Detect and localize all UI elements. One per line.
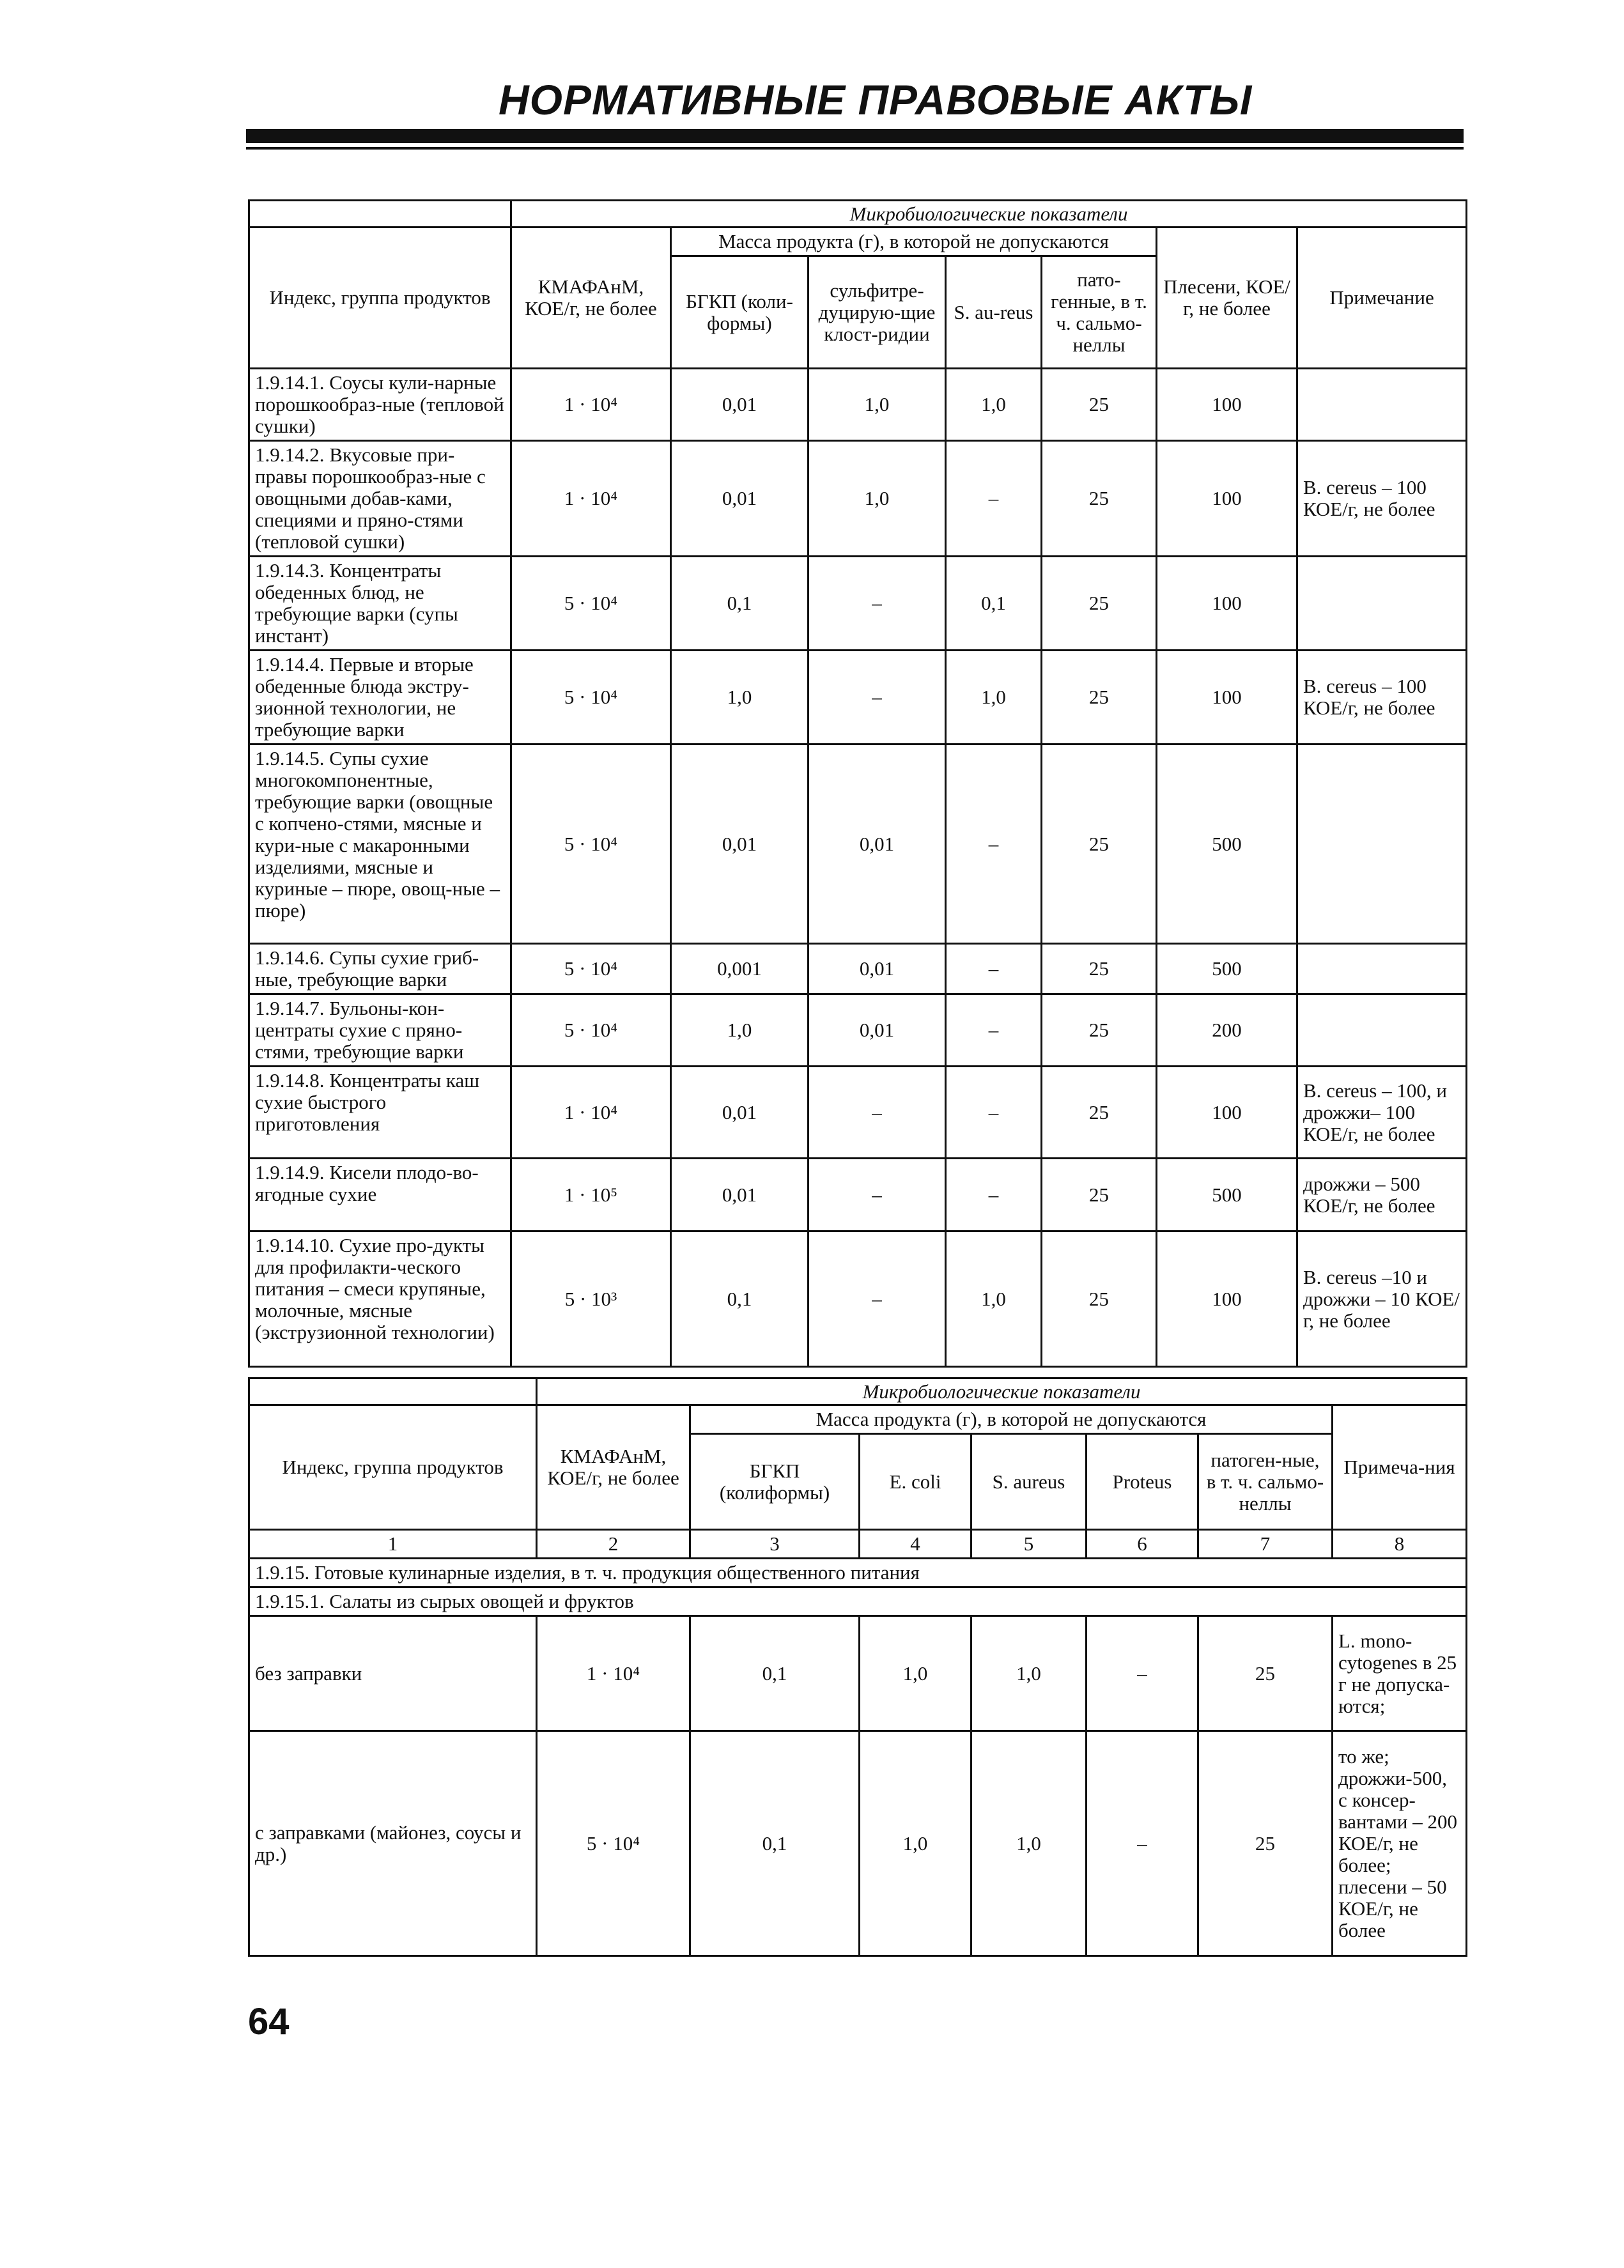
col-header-note: Примечание — [1297, 228, 1467, 369]
table-row — [249, 1616, 1467, 1731]
cell-pathogen: 25 — [1042, 1231, 1157, 1367]
cell-kmafanm: 5 · 10⁴ — [511, 744, 671, 944]
cell-note: B. cereus – 100, и дрожжи– 100 КОЕ/г, не более — [1297, 1067, 1467, 1159]
col-header-kmafanm: КМАФАнМ, КОЕ/г, не более — [511, 228, 671, 369]
cell-note: L. mono-cytogenes в 25 г не допуска-ются; — [1333, 1616, 1467, 1731]
cell-pathogen: 25 — [1042, 441, 1157, 557]
cell-index: без заправки — [249, 1616, 537, 1731]
col-header-note: Примеча-ния — [1333, 1405, 1467, 1530]
cell-bgkp: 0,1 — [671, 1231, 808, 1367]
cell-pathogen: 25 — [1042, 744, 1157, 944]
cell-pathogen: 25 — [1042, 944, 1157, 994]
cell-sulf: – — [808, 651, 946, 744]
cell-molds: 100 — [1157, 1067, 1297, 1159]
table-row — [249, 441, 1467, 557]
cell-saureus: 1,0 — [946, 1231, 1042, 1367]
table-row — [249, 1159, 1467, 1231]
cell-pathogen: 25 — [1198, 1616, 1333, 1731]
cell-ecoli: 1,0 — [860, 1616, 971, 1731]
col-header-bgkp: БГКП (коли-формы) — [671, 256, 808, 369]
col-header-pathogen: патоген-ные, в т. ч. сальмо-неллы — [1198, 1434, 1333, 1530]
cell-sulf: 1,0 — [808, 369, 946, 441]
cell-index: 1.9.14.5. Супы сухие многокомпонентные, требующие варки (овощные с копчено-стями, мясные и кури-ные с макаронными изделиями, мясные и куриные – пюре, овощ-ные – пюре) — [249, 744, 511, 944]
cell-pathogen: 25 — [1042, 369, 1157, 441]
cell-pathogen: 25 — [1042, 651, 1157, 744]
cell-pathogen: 25 — [1042, 994, 1157, 1067]
cell-sulf: 0,01 — [808, 944, 946, 994]
cell-saureus: – — [946, 994, 1042, 1067]
cell-note — [1297, 994, 1467, 1067]
header-rule — [246, 129, 1464, 143]
cell-kmafanm: 1 · 10⁴ — [511, 1067, 671, 1159]
cell-index: 1.9.14.8. Концентраты каш сухие быстрого приготовления — [249, 1067, 511, 1159]
cell-index: 1.9.14.4. Первые и вторые обеденные блюда экстру-зионной технологии, не требующие варки — [249, 651, 511, 744]
col-header-pathogen: пато-генные, в т. ч. сальмо-неллы — [1042, 256, 1157, 369]
col-header-saureus: S. au-reus — [946, 256, 1042, 369]
cell-saureus: – — [946, 1067, 1042, 1159]
cell-bgkp: 0,01 — [671, 441, 808, 557]
cell-index: с заправками (майонез, соусы и др.) — [249, 1731, 537, 1956]
cell-saureus: – — [946, 1159, 1042, 1231]
cell-proteus: – — [1087, 1616, 1198, 1731]
col-header-index: Индекс, группа продуктов — [249, 1405, 537, 1530]
col-header-molds: Плесени, КОЕ/г, не более — [1157, 228, 1297, 369]
cell-sulf: – — [808, 1067, 946, 1159]
cell-sulf: – — [808, 1231, 946, 1367]
table-row — [249, 944, 1467, 994]
cell-bgkp: 0,1 — [671, 557, 808, 651]
cell-kmafanm: 5 · 10⁴ — [511, 944, 671, 994]
cell-kmafanm: 1 · 10⁵ — [511, 1159, 671, 1231]
cell-pathogen: 25 — [1198, 1731, 1333, 1956]
page-number: 64 — [248, 2001, 290, 2042]
cell-note — [1297, 744, 1467, 944]
cell-bgkp: 1,0 — [671, 994, 808, 1067]
table-row — [249, 1067, 1467, 1159]
cell-molds: 500 — [1157, 1159, 1297, 1231]
col-header-index: Индекс, группа продуктов — [249, 228, 511, 369]
table-row — [249, 1231, 1467, 1367]
table-caption: Микробиологические показатели — [511, 201, 1467, 228]
cell-saureus: 0,1 — [946, 557, 1042, 651]
cell-molds: 500 — [1157, 944, 1297, 994]
table-row — [249, 557, 1467, 651]
col-number: 5 — [971, 1530, 1087, 1559]
cell-saureus: – — [946, 944, 1042, 994]
cell-saureus: 1,0 — [971, 1731, 1087, 1956]
cell-pathogen: 25 — [1042, 1067, 1157, 1159]
cell-saureus: – — [946, 441, 1042, 557]
cell-saureus: 1,0 — [946, 651, 1042, 744]
cell-molds: 100 — [1157, 369, 1297, 441]
col-header-saureus: S. aureus — [971, 1434, 1087, 1530]
column-number-row — [249, 1530, 1467, 1559]
table-row — [249, 994, 1467, 1067]
col-number: 3 — [690, 1530, 860, 1559]
cell-bgkp: 0,01 — [671, 1159, 808, 1231]
col-header-proteus: Proteus — [1087, 1434, 1198, 1530]
col-number: 6 — [1087, 1530, 1198, 1559]
table-caption: Микробиологические показатели — [537, 1378, 1467, 1405]
cell-molds: 500 — [1157, 744, 1297, 944]
cell-index: 1.9.14.10. Сухие про-дукты для профилакти-ческого питания – смеси крупяные, молочные, мясные (экструзионной технологии) — [249, 1231, 511, 1367]
cell-sulf: 0,01 — [808, 744, 946, 944]
subsection-heading: 1.9.15.1. Салаты из сырых овощей и фруктов — [249, 1587, 1467, 1616]
cell-sulf: – — [808, 557, 946, 651]
col-number: 8 — [1333, 1530, 1467, 1559]
cell-bgkp: 0,1 — [690, 1731, 860, 1956]
cell-kmafanm: 5 · 10⁴ — [511, 557, 671, 651]
microbiology-table-1 — [248, 199, 1467, 1368]
cell-sulf: 0,01 — [808, 994, 946, 1067]
cell-molds: 100 — [1157, 651, 1297, 744]
cell-kmafanm: 1 · 10⁴ — [537, 1616, 690, 1731]
table-row — [249, 651, 1467, 744]
col-header-mass: Масса продукта (г), в которой не допускаются — [690, 1405, 1333, 1434]
cell-note: дрожжи – 500 КОЕ/г, не более — [1297, 1159, 1467, 1231]
cell-bgkp: 0,001 — [671, 944, 808, 994]
col-number: 4 — [860, 1530, 971, 1559]
cell-kmafanm: 5 · 10⁴ — [537, 1731, 690, 1956]
table-row — [249, 369, 1467, 441]
cell-bgkp: 1,0 — [671, 651, 808, 744]
cell-kmafanm: 1 · 10⁴ — [511, 441, 671, 557]
cell-index: 1.9.14.9. Кисели плодо-во-ягодные сухие — [249, 1159, 511, 1231]
cell-pathogen: 25 — [1042, 557, 1157, 651]
cell-bgkp: 0,01 — [671, 744, 808, 944]
cell-kmafanm: 5 · 10⁴ — [511, 994, 671, 1067]
cell-molds: 100 — [1157, 557, 1297, 651]
cell-index: 1.9.14.3. Концентраты обеденных блюд, не требующие варки (супы инстант) — [249, 557, 511, 651]
header-rule-thin — [246, 147, 1464, 150]
cell-ecoli: 1,0 — [860, 1731, 971, 1956]
col-header-kmafanm: КМАФАнМ, КОЕ/г, не более — [537, 1405, 690, 1530]
cell-bgkp: 0,1 — [690, 1616, 860, 1731]
cell-index: 1.9.14.1. Соусы кули-нарные порошкообраз-ные (тепловой сушки) — [249, 369, 511, 441]
cell-note — [1297, 369, 1467, 441]
col-header-mass: Масса продукта (г), в которой не допускаются — [671, 228, 1157, 256]
cell-molds: 200 — [1157, 994, 1297, 1067]
cell-index: 1.9.14.7. Бульоны-кон-центраты сухие с пряно-стями, требующие варки — [249, 994, 511, 1067]
section-heading: 1.9.15. Готовые кулинарные изделия, в т. ч. продукция общественного питания — [249, 1559, 1467, 1587]
microbiology-table-2 — [248, 1377, 1467, 1957]
cell-note: B. cereus –10 и дрожжи – 10 КОЕ/г, не более — [1297, 1231, 1467, 1367]
cell-index: 1.9.14.6. Супы сухие гриб-ные, требующие варки — [249, 944, 511, 994]
col-number: 1 — [249, 1530, 537, 1559]
cell-saureus: 1,0 — [946, 369, 1042, 441]
cell-note: то же; дрожжи-500, с консер-вантами – 200 КОЕ/г, не более; плесени – 50 КОЕ/г, не более — [1333, 1731, 1467, 1956]
caption-left-blank — [249, 201, 511, 228]
cell-bgkp: 0,01 — [671, 369, 808, 441]
cell-note: B. cereus – 100 КОЕ/г, не более — [1297, 651, 1467, 744]
col-header-bgkp: БГКП (колиформы) — [690, 1434, 860, 1530]
cell-note — [1297, 557, 1467, 651]
cell-kmafanm: 5 · 10⁴ — [511, 651, 671, 744]
cell-note: B. cereus – 100 КОЕ/г, не более — [1297, 441, 1467, 557]
cell-saureus: 1,0 — [971, 1616, 1087, 1731]
cell-kmafanm: 1 · 10⁴ — [511, 369, 671, 441]
cell-sulf: 1,0 — [808, 441, 946, 557]
cell-bgkp: 0,01 — [671, 1067, 808, 1159]
cell-molds: 100 — [1157, 1231, 1297, 1367]
cell-pathogen: 25 — [1042, 1159, 1157, 1231]
cell-molds: 100 — [1157, 441, 1297, 557]
cell-sulf: – — [808, 1159, 946, 1231]
caption-left-blank — [249, 1378, 537, 1405]
page-header-title: НОРМАТИВНЫЕ ПРАВОВЫЕ АКТЫ — [499, 76, 1253, 123]
col-header-sulf: сульфитре-дуцирую-щие клост-ридии — [808, 256, 946, 369]
cell-proteus: – — [1087, 1731, 1198, 1956]
col-number: 2 — [537, 1530, 690, 1559]
table-row — [249, 1731, 1467, 1956]
cell-saureus: – — [946, 744, 1042, 944]
cell-kmafanm: 5 · 10³ — [511, 1231, 671, 1367]
table-row — [249, 744, 1467, 944]
col-header-ecoli: E. coli — [860, 1434, 971, 1530]
cell-note — [1297, 944, 1467, 994]
cell-index: 1.9.14.2. Вкусовые при-правы порошкообраз-ные с овощными добав-ками, специями и пряно-стями (тепловой сушки) — [249, 441, 511, 557]
col-number: 7 — [1198, 1530, 1333, 1559]
